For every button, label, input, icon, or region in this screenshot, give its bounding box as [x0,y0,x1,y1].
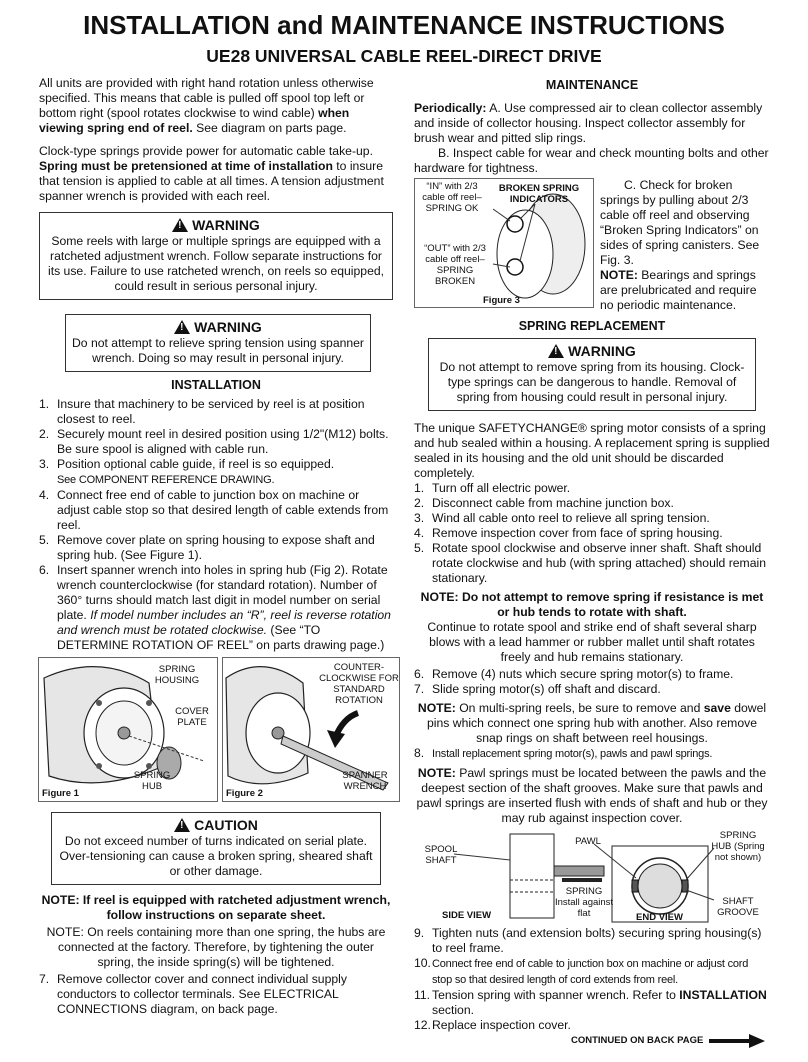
step-text: Remove inspection cover from face of spring housing. [432,526,723,540]
replacement-steps-9-12 [414,926,770,1033]
list-item [39,488,393,533]
callout-spring-hub: SPRING HUB (Spring not shown) [711,830,765,863]
callout-spring-hub: SPRING HUB [133,770,171,792]
step-text: Tighten nuts (and extension bolts) securing spring housing(s) to reel frame. [432,926,762,955]
warning-box-ratchet [39,212,393,300]
step-text: Rotate spool clockwise and observe inner shaft. Shaft should rotate clockwise and hub (with spring attached) should remain stationary. [432,541,766,585]
intro-text: Clock-type springs provide power for automatic cable take-up. [39,144,373,158]
list-item [414,496,770,511]
step-text: Remove (4) nuts which secure spring motor(s) to frame. [432,667,734,681]
warning-heading: WARNING [194,319,262,335]
note-text: On multi-spring reels, be sure to remove and [455,701,704,715]
list-item [414,511,770,526]
side-view-label: SIDE VIEW [442,910,492,921]
callout-shaft-groove: SHAFT GROOVE [717,896,759,918]
warning-text: Some reels with large or multiple springs are equipped with a ratcheted adjustment wrench. Follow separate instructions for its use. Failure to use ratcheted wrench, on reels so equipped, could result in serious personal injury. [47,234,385,293]
list-item [39,457,393,472]
installation-heading: INSTALLATION [171,378,261,392]
continued-label: CONTINUED ON BACK PAGE [571,1035,704,1046]
step-number: 11. [414,988,431,1002]
warning-heading: WARNING [192,217,260,233]
step-text: Remove cover plate on spring housing to expose shaft and spring hub. (See Figure 1). [57,533,375,562]
step-number: 3. [414,511,425,525]
replacement-steps [414,481,770,586]
list-item [414,541,770,586]
step-text: Position optional cable guide, if reel is so equipped. [57,457,335,471]
warning-icon [172,218,188,232]
step-text: Disconnect cable from machine junction box. [432,496,674,510]
step-number: 8. [414,746,425,760]
callout-cover-plate: COVER PLATE [175,706,209,728]
step-text: Connect free end of cable to junction box on machine or adjust cable stop so that desired length of cable extends from reel. [57,488,389,532]
callout-spring-ok: “IN” with 2/3 cable off reel– SPRING OK [422,181,482,214]
note-bold: save [703,701,731,715]
step-number: 12. [414,1018,431,1032]
end-view-label: END VIEW [636,912,683,923]
maintenance-heading: MAINTENANCE [545,78,639,92]
warning-text: Do not attempt to relieve spring tension using spanner wrench. Doing so may result in personal injury. [72,336,364,365]
resistance-note: NOTE: Do not attempt to remove spring if resistance is met or hub tends to rotate with shaft. [420,590,764,619]
list-item [39,427,393,457]
figure-label: Figure 3 [483,295,520,306]
note-label: NOTE: [417,766,456,780]
step-bold: INSTALLATION [679,988,767,1002]
callout-indicators: BROKEN SPRING INDICATORS [498,183,580,205]
list-item [414,682,770,697]
callout-spool-shaft: SPOOL SHAFT [424,844,458,866]
intro-paragraph-1 [39,76,393,136]
step-text: Tension spring with spanner wrench. Refer to [432,988,680,1002]
warning-box-spring [428,338,756,411]
installation-steps [39,397,393,653]
callout-counterclockwise: COUNTER-CLOCKWISE FOR STANDARD ROTATION [319,662,399,706]
list-item [414,526,770,541]
step-number: 4. [39,488,50,502]
list-item [414,988,770,1018]
note-label: NOTE: [417,701,456,715]
caution-icon [174,818,190,832]
list-item [39,563,393,653]
step-number: 1. [39,397,50,411]
warning-icon [174,320,190,334]
step-text: Slide spring motor(s) off shaft and discard. [432,682,661,696]
figure-row [38,657,399,802]
step-number: 5. [39,533,50,547]
page-title: INSTALLATION and MAINTENANCE INSTRUCTIONS [83,10,725,40]
right-column [414,76,770,1037]
step-number: 1. [414,481,425,495]
figure-label: Figure 1 [42,788,79,799]
step-number: 2. [414,496,425,510]
callout-pawl: PAWL [575,836,601,847]
step-text: See COMPONENT REFERENCE DRAWING. [57,474,275,486]
maintenance-a [414,101,770,146]
safetychange-paragraph: The unique SAFETYCHANGE® spring motor consists of a spring and hub sealed within a housing. A replacement spring is supplied sealed in its housing and the old unit should be discarded completely. [414,421,770,480]
warning-text: Do not attempt to remove spring from its housing. Clock-type springs can be dangerous to handle. Removal of spring from housing could result in personal injury. [439,360,745,404]
warning-icon [548,344,564,358]
step-number: 4. [414,526,425,540]
intro-paragraph-2 [39,144,393,204]
step-number: 2. [39,427,50,441]
intro-text: All units are provided with right hand rotation unless otherwise specified. This means that cable is pulled off spool top left or bottom right (spool rotates clockwise to wind cable) [39,76,374,120]
ratchet-note: NOTE: If reel is equipped with ratcheted adjustment wrench, follow instructions on separate sheet. [41,893,391,922]
step-text: Connect free end of cable to junction box on machine or adjust cord stop so that desired length of cord extends from reel. [432,958,749,986]
warning-heading: WARNING [568,343,636,359]
list-item [414,667,770,682]
step-number: 9. [414,926,425,940]
step-text: Wind all cable onto reel to relieve all spring tension. [432,511,710,525]
step-text: Replace inspection cover. [432,1018,571,1032]
callout-spring-install: SPRING Install against flat [554,886,614,919]
note-text: dowel pins which connect one spring hub with another. Also remove snap rings on shaft between reel housings. [427,701,767,745]
installation-step-7 [39,972,393,1017]
replacement-steps-6-7 [414,667,770,697]
note-label: NOTE: [600,268,638,282]
figure-3-row [414,178,770,313]
list-item [39,397,393,427]
step-text: Remove collector cover and connect individual supply conductors to collector terminals. See ELECTRICAL CONNECTIONS diagram, on back page. [57,972,347,1016]
list-item [414,481,770,496]
figure-label: Figure 2 [226,788,263,799]
pawl-figure [414,830,770,924]
list-item [39,533,393,563]
page-subtitle: UE28 UNIVERSAL CABLE REEL-DIRECT DRIVE [206,46,602,66]
multi-spring-note: NOTE: On reels containing more than one spring, the hubs are connected at the factory. Therefore, by tightening the outer spring, the inside spring(s) will be tightened. [46,925,386,969]
maintenance-text: A. Use compressed air to clean collector assembly and inside of collector housing. Inspect collector assembly for brush wear and pitted slip rings. [414,101,763,145]
caution-box [51,812,381,885]
maintenance-c-block [600,178,770,313]
replacement-step-8 [414,746,770,762]
strike-shaft-note: Continue to rotate spool and strike end of shaft several sharp blows with a lead hammer or rubber mallet until shaft rotates freely and hub remains stationary. [427,620,757,664]
step-number: 6. [414,667,425,681]
step-number: 7. [39,972,50,986]
intro-text: to insure that tension is applied to cable at all times. A tension adjustment spanner wrench is provided with each reel. [39,159,384,203]
step-number: 7. [414,682,425,696]
caution-heading: CAUTION [194,817,258,833]
maintenance-b: B. Inspect cable for wear and check mounting bolts and other hardware for tightness. [414,146,769,175]
continued-footer [571,1033,765,1048]
caution-text: Do not exceed number of turns indicated on serial plate. Over-tensioning can cause a broken spring, sheared shaft or other damage. [59,834,373,878]
note-text: Bearings and springs are prelubricated and require no periodic maintenance. [600,268,757,312]
step-italic: If model number includes an “R”, reel is reverse rotation and wrench must be rotated clockwise. [57,608,391,637]
figure-3 [414,178,594,308]
intro-bold: Spring must be pretensioned at time of installation [39,159,333,173]
arrow-right-icon [709,1034,765,1048]
intro-text: See diagram on parts page. [192,121,347,135]
step-text: Turn off all electric power. [432,481,571,495]
periodically-label: Periodically: [414,101,487,115]
spring-replacement-heading: SPRING REPLACEMENT [518,319,666,333]
step-number: 10. [414,956,431,970]
callout-spring-broken: “OUT” with 2/3 cable off reel– SPRING BROKEN [424,243,486,287]
step-text: section. [432,1003,475,1017]
list-item [39,972,393,1017]
figure-2 [222,657,400,802]
list-item [414,746,770,762]
callout-spanner-wrench: SPANNER WRENCH [342,770,388,792]
callout-spring-housing: SPRING HOUSING [154,664,200,686]
step-text: Install replacement spring motor(s), pawls and pawl springs. [432,748,713,760]
step-text: Insert spanner wrench into holes in spring hub (Fig 2). Rotate wrench counterclockwise (for standard rotation). Number of 360° turns should match last digit in model number on serial plate. [57,563,388,622]
step-number: 6. [39,563,50,577]
warning-box-spanner [65,314,371,372]
list-item [414,956,770,988]
step-text: Insure that machinery to be serviced by reel is at position closest to reel. [57,397,365,426]
list-item [414,926,770,956]
maintenance-c: C. Check for broken springs by pulling about 2/3 cable off reel and observing “Broken Spring Indicators” on sides of spring canisters. See Fig. 3. [600,178,760,267]
intro-bold: when viewing spring end of reel. [39,106,350,135]
step-number: 3. [39,457,50,471]
list-item [39,472,393,488]
figure-1 [38,657,218,802]
step-text: (See “TO DETERMINE ROTATION OF REEL” on parts drawing page.) [57,623,385,652]
note-text: Pawl springs must be located between the pawls and the deepest section of the shaft grooves. Make sure that pawls and pawl springs are inserted flush with ends of shaft and hub or they may rub against inspection cover. [416,766,768,825]
dowel-pin-note [414,701,770,746]
pawl-spring-note [414,766,770,826]
list-item [414,1018,770,1033]
step-number: 5. [414,541,425,555]
step-text: Securely mount reel in desired position using 1/2"(M12) bolts. Be sure spool is aligned with cable run. [57,427,389,456]
maintenance-note [600,268,770,313]
left-column [39,76,399,1021]
